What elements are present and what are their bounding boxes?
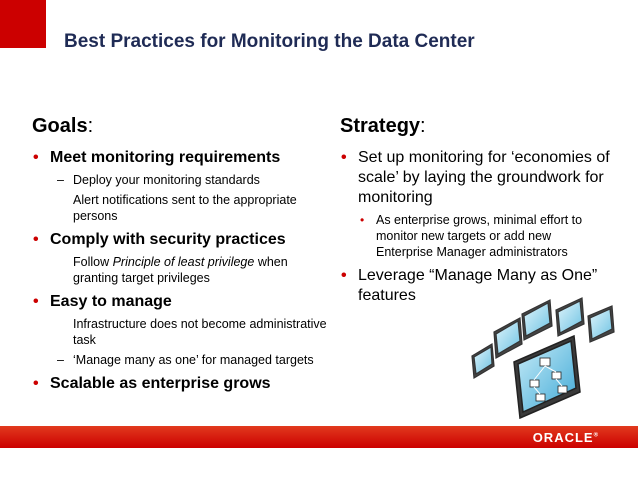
monitor-icon [494, 318, 522, 358]
monitor-icon [588, 306, 614, 342]
monitors-illustration [470, 296, 620, 424]
goals-heading: Goals: [32, 115, 94, 137]
title-accent-bar [0, 0, 46, 48]
strategy-heading: Strategy: [340, 115, 426, 137]
goals-column [32, 113, 332, 394]
goal-subitem: Follow Principle of least privilege when granting target privileges [73, 255, 288, 285]
strategy-item: • Leverage “Manage Many as One” features [341, 267, 598, 304]
goal-item: • Easy to manage [33, 293, 172, 310]
oracle-logo: ORACLE® [532, 430, 598, 445]
strategy-item: • Set up monitoring for ‘economies of scale’ by laying the groundwork for monitoring [341, 149, 610, 206]
monitor-icon [472, 344, 494, 378]
goal-item: • Comply with security practices [33, 231, 286, 248]
goal-subitem: – Deploy your monitoring standards [57, 173, 260, 187]
goal-subitem: Alert notifications sent to the appropriate persons [73, 193, 297, 223]
main-monitor-icon [514, 336, 580, 418]
goal-subitem: Infrastructure does not become administrative task [73, 317, 327, 347]
goal-item: • Meet monitoring requirements [33, 149, 281, 166]
monitor-icon [522, 300, 552, 340]
slide-title: Best Practices for Monitoring the Data Center [64, 31, 475, 52]
goal-item: • Scalable as enterprise grows [33, 375, 271, 392]
monitor-icon [556, 298, 584, 336]
strategy-column [340, 113, 610, 306]
goal-subitem: – ‘Manage many as one’ for managed targets [57, 353, 314, 367]
strategy-subitem: • As enterprise grows, minimal effort to monitor new targets or add new Enterprise Manager administrators [360, 213, 583, 259]
